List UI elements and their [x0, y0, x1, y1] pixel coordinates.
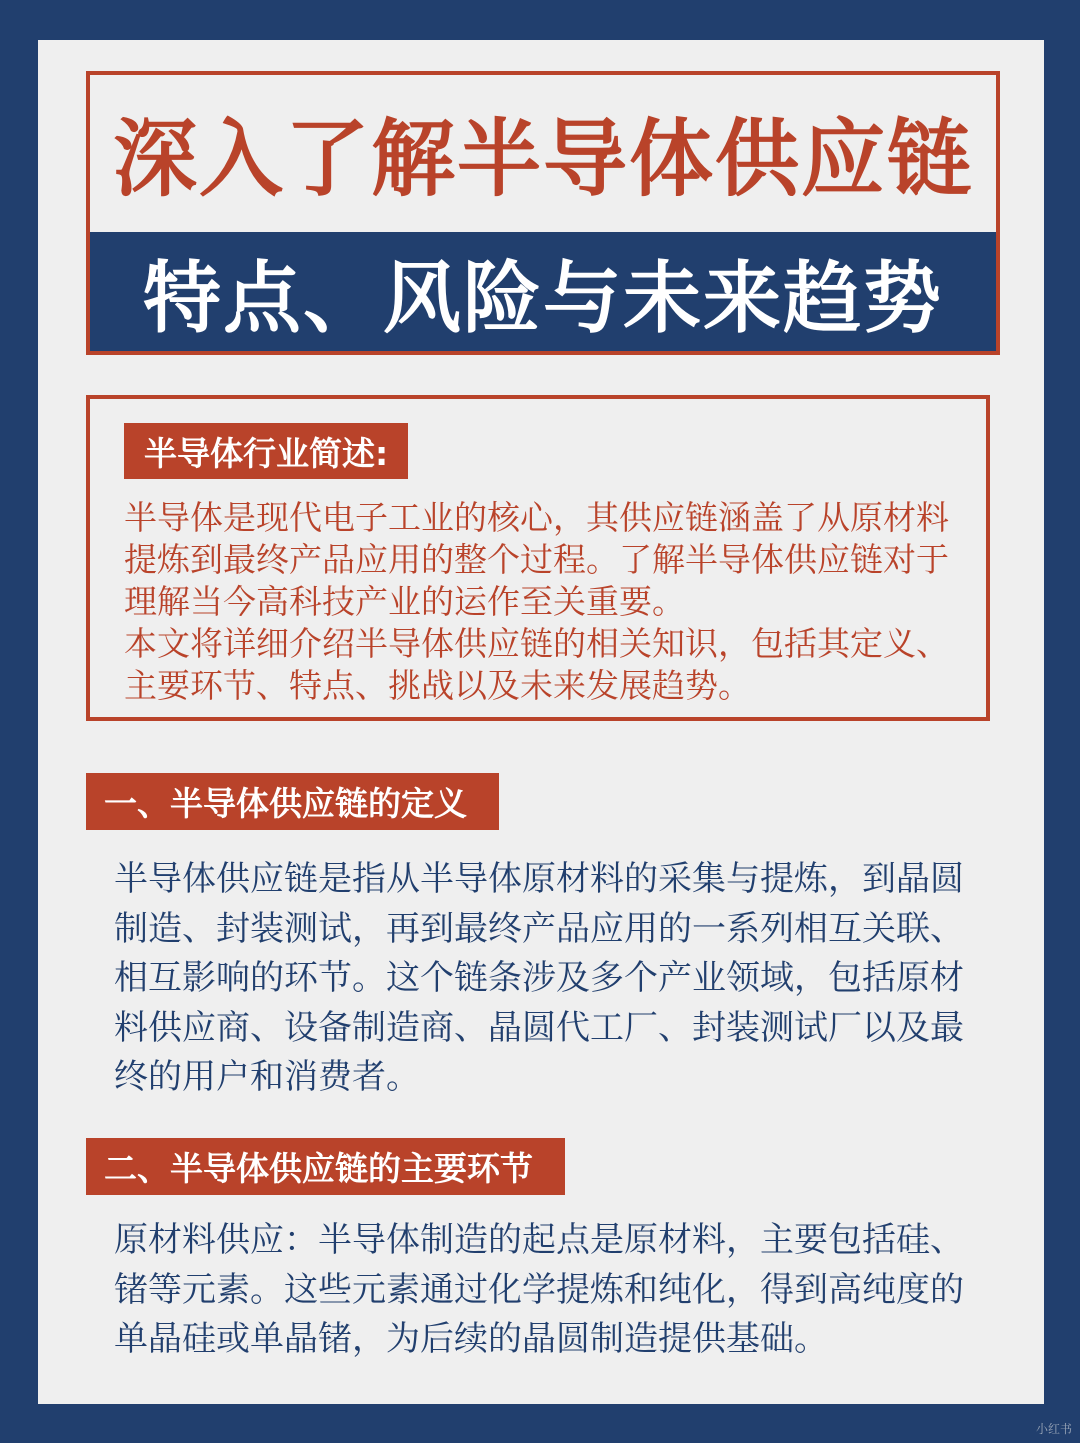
title-block — [86, 71, 1000, 355]
section-text-definition: 半导体供应链是指从半导体原材料的采集与提炼，到晶圆制造、封装测试，再到最终产品应用的一系列相互关联、相互影响的环节。这个链条涉及多个产业领域，包括原材料供应商、设备制造商、晶圆代工厂、封装测试厂以及最终的用户和消费者。 — [114, 859, 964, 1097]
page-title: 深入了解半导体供应链 — [112, 110, 973, 208]
intro-paragraph: 半导体是现代电子工业的核心，其供应链涵盖了从原材料提炼到最终产品应用的整个过程。了解半导体供应链对于理解当今高科技产业的运作至关重要。 — [124, 498, 949, 621]
intro-text — [124, 497, 974, 707]
intro-tag: 半导体行业简述: — [124, 423, 408, 479]
section-text-main-links: 原材料供应：半导体制造的起点是原材料，主要包括硅、锗等元素。这些元素通过化学提炼和纯化，得到高纯度的单晶硅或单晶锗，为后续的晶圆制造提供基础。 — [114, 1220, 964, 1359]
page-subtitle: 特点、风险与未来趋势 — [90, 232, 996, 351]
page-card — [38, 40, 1044, 1404]
intro-box — [86, 395, 990, 721]
section-heading-definition: 一、半导体供应链的定义 — [86, 773, 499, 830]
section-heading-main-links: 二、半导体供应链的主要环节 — [86, 1138, 565, 1195]
intro-paragraph: 本文将详细介绍半导体供应链的相关知识，包括其定义、主要环节、特点、挑战以及未来发展趋势。 — [124, 624, 949, 705]
watermark-logo: 小红书 — [1035, 1422, 1072, 1436]
